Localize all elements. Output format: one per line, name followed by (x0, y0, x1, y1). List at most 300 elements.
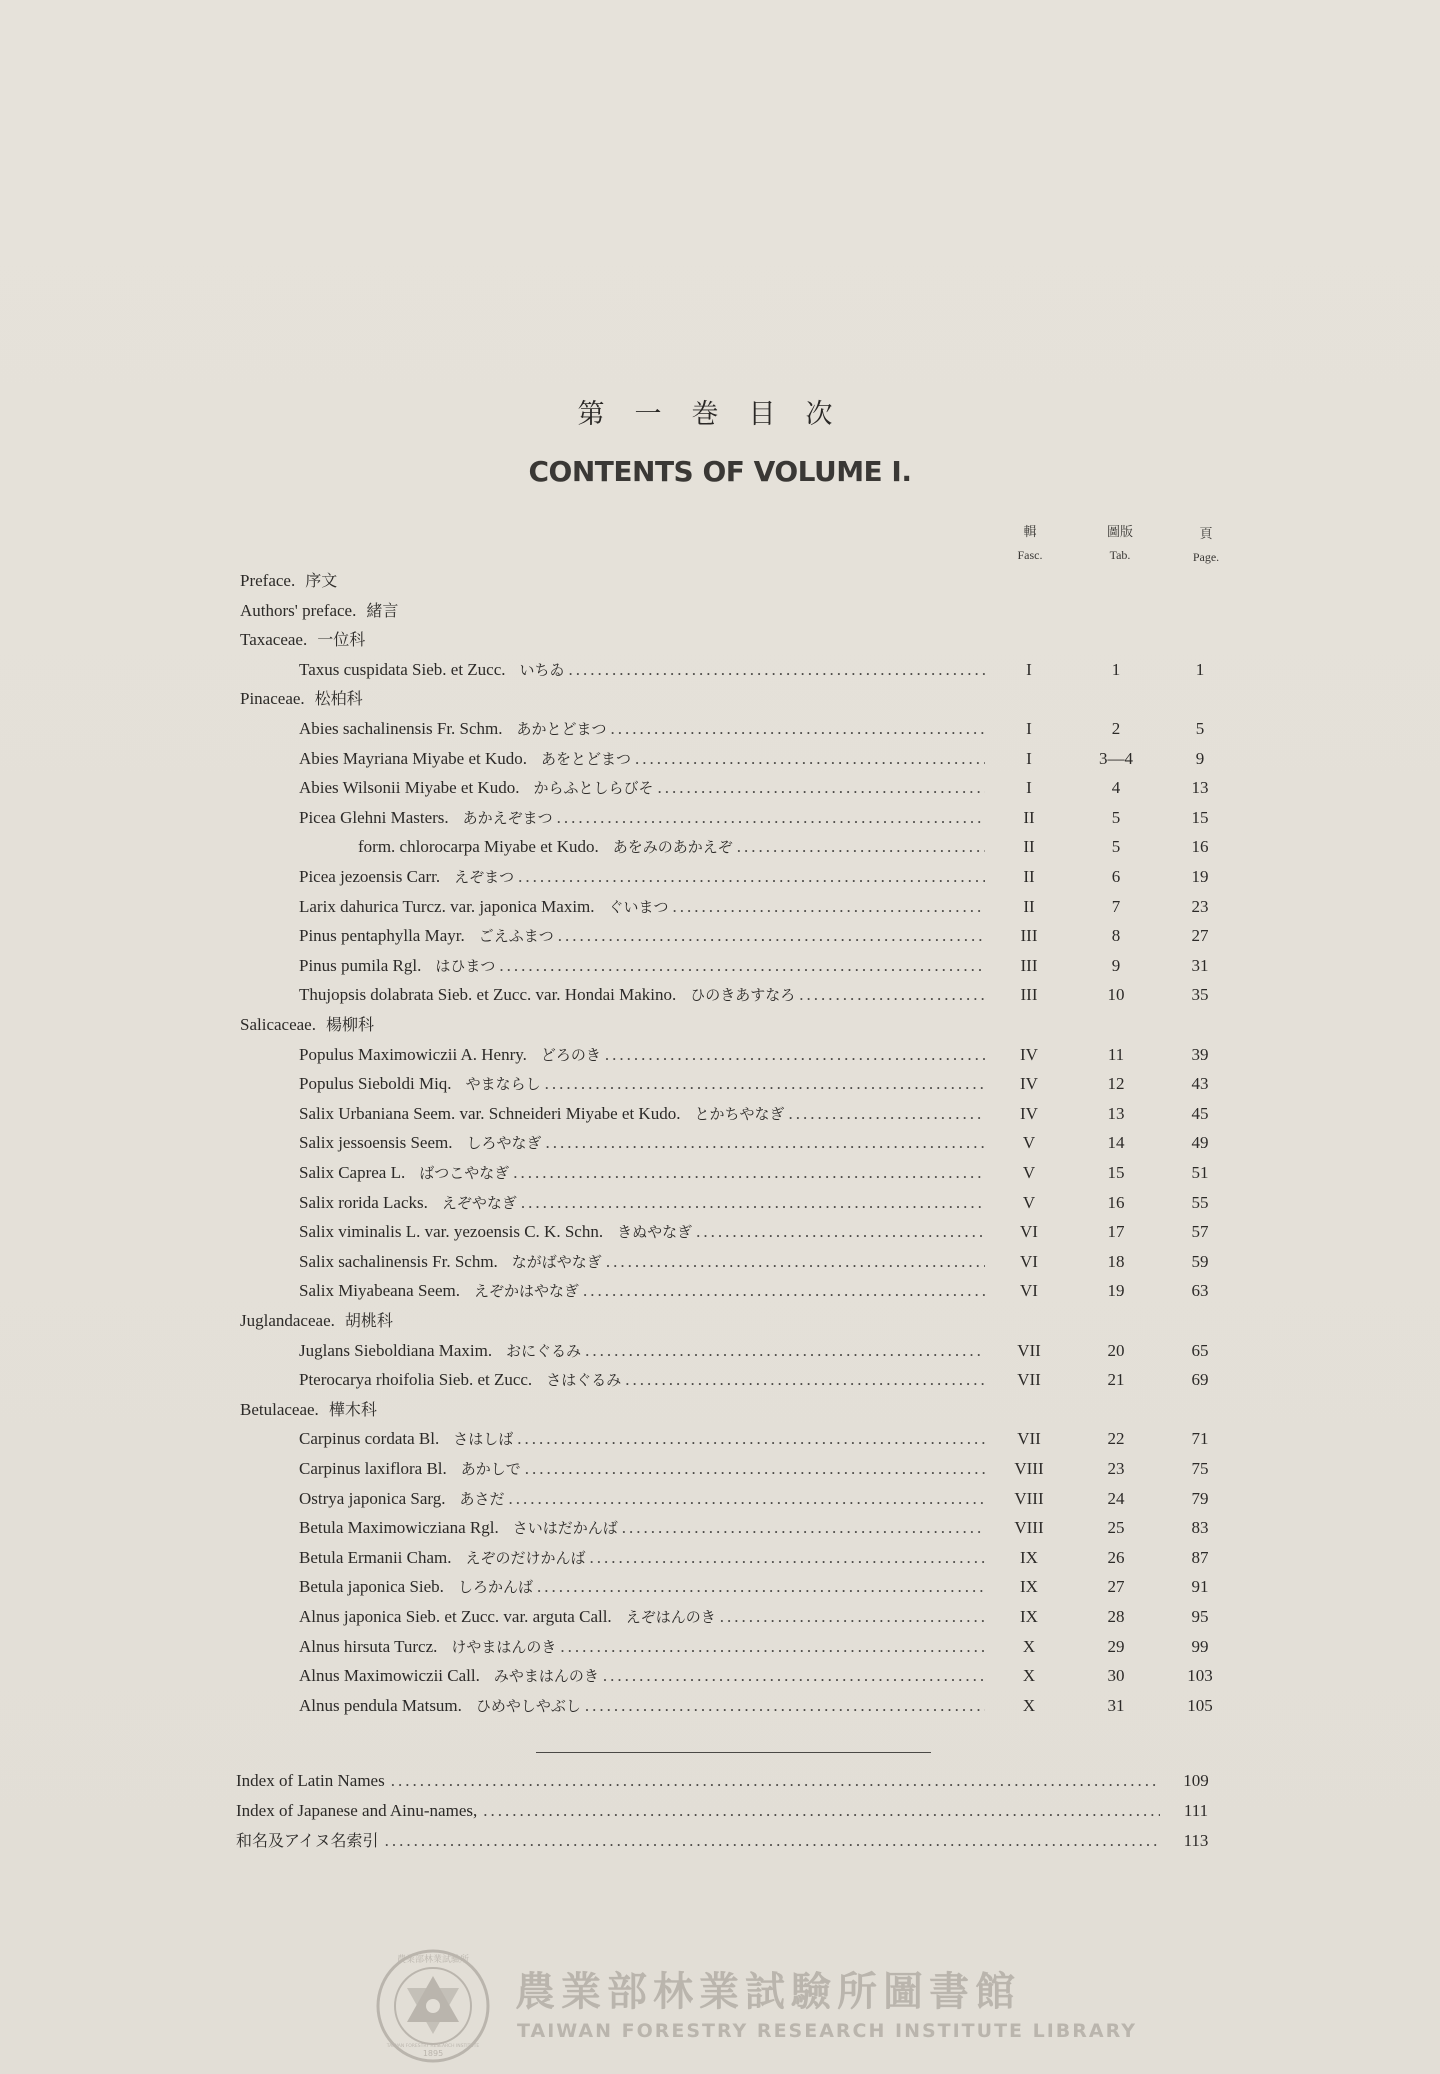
species-japanese-name: あかとどまつ (516, 720, 607, 738)
plate-number: 10 (1107, 985, 1125, 1005)
family-japanese-name: 楊柳科 (325, 1015, 374, 1034)
species-entry (299, 1365, 985, 1395)
species-latin-name: Pinus pumila Rgl. (299, 955, 422, 975)
leader-dots (605, 1040, 985, 1070)
species-japanese-name: みやまはんのき (493, 1667, 599, 1686)
toc-row (0, 1691, 1440, 1721)
leader-dots (537, 1572, 985, 1602)
leader-dots (391, 1766, 1160, 1796)
leader-dots (385, 1826, 1160, 1856)
species-entry (299, 1454, 985, 1484)
plate-number: 16 (1107, 1192, 1125, 1212)
species-japanese-name: きぬやなぎ (617, 1223, 693, 1242)
page-number: 57 (1191, 1222, 1209, 1242)
species-latin-name: Larix dahurica Turcz. var. japonica Maxim. (299, 896, 595, 916)
species-latin-name: Pterocarya rhoifolia Sieb. et Zucc. (299, 1370, 533, 1390)
page-number: 71 (1191, 1429, 1209, 1449)
species-entry (299, 1543, 985, 1573)
fasc-number: X (1022, 1695, 1036, 1715)
toc-row (0, 1040, 1440, 1070)
toc-row (0, 655, 1440, 685)
species-japanese-name: あかえぞまつ (462, 808, 553, 827)
species-japanese-name: ひのきあすなろ (690, 986, 796, 1005)
leader-dots (788, 1099, 985, 1129)
page-number: 63 (1191, 1281, 1209, 1301)
family-japanese-name: 樺木科 (328, 1399, 377, 1419)
column-header-page (1166, 524, 1246, 568)
toc-row (0, 1424, 1440, 1454)
index-label: 和名及アイヌ名索引 (236, 1831, 379, 1850)
leader-dots (513, 1158, 985, 1188)
leader-dots (499, 951, 985, 981)
toc-row (0, 1513, 1440, 1543)
plate-number: 8 (1111, 926, 1121, 946)
japanese-title: 第一巻目次 (577, 399, 863, 430)
toc-row (0, 1632, 1440, 1662)
species-entry (299, 1188, 985, 1218)
toc-row (0, 1484, 1440, 1514)
species-japanese-name: あさだ (459, 1489, 505, 1508)
leader-dots (696, 1217, 985, 1247)
page-number: 15 (1191, 807, 1209, 827)
institute-seal-icon (375, 1948, 491, 2064)
leader-dots (720, 1602, 985, 1632)
index-page-number: 113 (1183, 1831, 1209, 1850)
page-number: 83 (1191, 1518, 1209, 1538)
fasc-number: II (1023, 807, 1035, 827)
fasc-number: III (1020, 985, 1038, 1005)
species-latin-name: Alnus japonica Sieb. et Zucc. var. arguta Call. (299, 1607, 612, 1626)
toc-row (0, 1217, 1440, 1247)
family-japanese-name: 一位科 (317, 630, 366, 650)
species-entry (299, 1632, 985, 1662)
toc-row (0, 803, 1440, 833)
species-japanese-name: どろのき (540, 1045, 601, 1064)
species-latin-name: Betula Maximowicziana Rgl. (299, 1518, 499, 1538)
species-latin-name: Pinus pentaphylla Mayr. (299, 926, 465, 946)
family-heading (240, 1306, 393, 1336)
leader-dots (558, 921, 985, 951)
species-latin-name: Populus Sieboldi Miq. (299, 1074, 452, 1094)
toc-row (0, 1454, 1440, 1484)
species-japanese-name: ひめやしやぶし (475, 1696, 581, 1715)
page-number: 27 (1191, 926, 1209, 946)
fasc-number: III (1020, 955, 1038, 975)
species-entry (299, 1158, 985, 1188)
family-heading (240, 684, 363, 714)
species-latin-name: Thujopsis dolabrata Sieb. et Zucc. var. Hondai Makino. (299, 985, 677, 1005)
fasc-number: IV (1020, 1044, 1038, 1064)
fasc-number: VI (1020, 1281, 1038, 1301)
fasc-number: I (1026, 778, 1032, 798)
family-japanese-name: 胡桃科 (344, 1311, 393, 1330)
family-heading (240, 1010, 374, 1040)
page-number: 69 (1191, 1370, 1209, 1390)
seal-year: 1895 (422, 2049, 444, 2058)
seal-text: 農業部林業試驗所 (396, 1955, 470, 1965)
fasc-number: IV (1020, 1074, 1038, 1094)
species-japanese-name: ばつこやなぎ (419, 1164, 510, 1182)
plate-number: 20 (1107, 1340, 1125, 1360)
family-latin-name: Betulaceae. (240, 1399, 319, 1419)
species-latin-name: Betula japonica Sieb. (299, 1577, 444, 1597)
page-number: 9 (1195, 748, 1205, 768)
species-latin-name: Salix rorida Lacks. (299, 1192, 428, 1212)
family-latin-name: Pinaceae. (240, 689, 305, 709)
leader-dots (585, 1336, 985, 1366)
fasc-number: V (1022, 1163, 1036, 1182)
plate-number: 29 (1107, 1636, 1125, 1656)
species-japanese-name: あをみのあかえぞ (612, 838, 733, 857)
plate-number: 19 (1107, 1281, 1125, 1301)
plate-number: 5 (1111, 837, 1121, 857)
leader-dots (737, 832, 985, 862)
plate-number: 5 (1111, 807, 1121, 827)
index-page-number: 111 (1183, 1801, 1209, 1820)
page-number: 75 (1191, 1459, 1209, 1478)
fasc-number: V (1022, 1192, 1036, 1212)
column-header-fasc (990, 522, 1070, 566)
toc-row (0, 951, 1440, 981)
leader-dots (560, 1632, 985, 1662)
species-latin-name: Betula Ermanii Cham. (299, 1547, 452, 1567)
leader-dots (525, 1454, 985, 1484)
species-latin-name: Alnus hirsuta Turcz. (299, 1636, 438, 1656)
fasc-number: VII (1017, 1370, 1041, 1390)
species-entry (299, 980, 985, 1010)
leader-dots (625, 1365, 985, 1395)
plate-number: 22 (1107, 1429, 1125, 1449)
column-header-tab (1080, 522, 1160, 566)
front-matter-item (240, 566, 337, 596)
plate-number: 26 (1107, 1547, 1125, 1567)
species-latin-name: Salix Miyabeana Seem. (299, 1281, 460, 1301)
species-japanese-name: えぞかはやなぎ (474, 1282, 580, 1301)
species-japanese-name: おにぐるみ (506, 1341, 582, 1360)
plate-number: 25 (1107, 1518, 1125, 1538)
fasc-number: VIII (1014, 1518, 1044, 1538)
fasc-number: X (1022, 1636, 1036, 1656)
species-entry (299, 1484, 985, 1514)
fasc-number: I (1026, 719, 1032, 738)
leader-dots (545, 1128, 985, 1158)
plate-number: 28 (1107, 1607, 1125, 1626)
species-latin-name: Salix Caprea L. (299, 1163, 406, 1182)
page-number: 1 (1195, 659, 1205, 679)
toc-row (0, 1336, 1440, 1366)
page-number: 95 (1191, 1607, 1209, 1626)
english-title: CONTENTS OF VOLUME I. (528, 455, 912, 488)
species-latin-name: Alnus pendula Matsum. (299, 1695, 462, 1715)
plate-number: 13 (1107, 1103, 1125, 1123)
plate-number: 24 (1107, 1488, 1125, 1508)
toc-row (0, 1306, 1440, 1336)
species-entry (299, 1661, 985, 1691)
species-entry (299, 1099, 985, 1129)
species-entry (299, 1602, 985, 1632)
column-header-page-jp: 頁 (1199, 527, 1213, 542)
fasc-number: II (1023, 896, 1035, 916)
fasc-number: I (1026, 659, 1032, 679)
page-number: 105 (1187, 1695, 1213, 1715)
plate-number: 12 (1107, 1074, 1125, 1094)
index-entry (236, 1766, 1160, 1796)
leader-dots (557, 803, 985, 833)
species-japanese-name: いちゐ (519, 660, 565, 679)
species-entry (299, 862, 985, 892)
front-matter-japanese: 序文 (305, 571, 338, 590)
plate-number: 14 (1107, 1133, 1125, 1153)
column-header-page-en: Page. (1192, 550, 1220, 564)
divider-rule (536, 1752, 931, 1753)
plate-number: 27 (1107, 1577, 1125, 1597)
page-number: 49 (1191, 1133, 1209, 1153)
species-latin-name: Alnus Maximowiczii Call. (299, 1666, 480, 1686)
fasc-number: II (1023, 837, 1035, 857)
toc-row (0, 773, 1440, 803)
front-matter-item (240, 596, 398, 626)
species-entry (299, 921, 985, 951)
species-entry (299, 1513, 985, 1543)
species-latin-name: form. chlorocarpa Miyabe et Kudo. (358, 837, 599, 857)
fasc-number: VII (1017, 1340, 1041, 1360)
fasc-number: VI (1020, 1251, 1038, 1271)
column-header-fasc-jp: 輯 (1023, 525, 1037, 540)
toc-row (0, 1543, 1440, 1573)
index-entry (236, 1796, 1160, 1826)
family-latin-name: Salicaceae. (240, 1015, 316, 1034)
page-number: 5 (1195, 719, 1205, 738)
toc-row (0, 625, 1440, 655)
toc-row (0, 566, 1440, 596)
species-entry (299, 1217, 985, 1247)
page-number: 19 (1191, 867, 1209, 886)
family-latin-name: Juglandaceae. (240, 1311, 335, 1330)
fasc-number: V (1022, 1133, 1036, 1153)
species-japanese-name: えぞはんのき (625, 1608, 716, 1626)
species-japanese-name: えぞのだけかんば (465, 1548, 586, 1567)
page-number: 55 (1191, 1192, 1209, 1212)
species-latin-name: Abies Mayriana Miyabe et Kudo. (299, 748, 528, 768)
species-japanese-name: ながばやなぎ (511, 1252, 602, 1271)
leader-dots (585, 1691, 985, 1721)
fasc-number: VIII (1014, 1459, 1044, 1478)
fasc-number: III (1020, 926, 1038, 946)
plate-number: 3—4 (1099, 748, 1133, 768)
toc-row (0, 744, 1440, 774)
family-japanese-name: 松柏科 (314, 689, 363, 709)
plate-number: 9 (1111, 955, 1121, 975)
species-japanese-name: あをとどまつ (541, 749, 632, 768)
species-japanese-name: とかちやなぎ (694, 1104, 785, 1123)
species-japanese-name: はひまつ (435, 956, 496, 975)
species-entry (358, 832, 985, 862)
leader-dots (635, 744, 985, 774)
species-entry (299, 951, 985, 981)
toc-row (0, 1276, 1440, 1306)
column-header-fasc-en: Fasc. (1017, 548, 1043, 562)
fasc-number: IV (1020, 1103, 1038, 1123)
leader-dots (657, 773, 985, 803)
watermark-name: 農業部林業試驗所圖書館 (515, 1969, 1021, 2015)
species-entry (299, 773, 985, 803)
leader-dots (799, 980, 985, 1010)
column-header-tab-jp: 圖版 (1106, 525, 1133, 540)
species-entry (299, 1128, 985, 1158)
fasc-number: II (1023, 867, 1035, 886)
leader-dots (606, 1247, 985, 1277)
leader-dots (583, 1276, 985, 1306)
fasc-number: I (1026, 748, 1032, 768)
leader-dots (673, 892, 985, 922)
species-japanese-name: えぞまつ (454, 868, 515, 886)
species-latin-name: Carpinus cordata Bl. (299, 1429, 440, 1449)
species-entry (299, 892, 985, 922)
plate-number: 17 (1107, 1222, 1125, 1242)
page-number: 65 (1191, 1340, 1209, 1360)
species-japanese-name: あかしで (460, 1460, 521, 1478)
page-number: 39 (1191, 1044, 1209, 1064)
page-number: 35 (1191, 985, 1209, 1005)
species-latin-name: Salix sachalinensis Fr. Schm. (299, 1251, 498, 1271)
index-label: Index of Latin Names (236, 1771, 385, 1790)
seal-english: TAIWAN FORESTRY RESEARCH INSTITUTE (386, 2044, 480, 2049)
species-latin-name: Carpinus laxiflora Bl. (299, 1459, 447, 1478)
leader-dots (545, 1069, 985, 1099)
page-number: 51 (1191, 1163, 1209, 1182)
toc-row (0, 1069, 1440, 1099)
family-heading (240, 1395, 377, 1425)
page-number: 91 (1191, 1577, 1209, 1597)
toc-row (0, 1099, 1440, 1129)
page-number: 23 (1191, 896, 1209, 916)
family-latin-name: Taxaceae. (240, 630, 308, 650)
toc-row (0, 1188, 1440, 1218)
plate-number: 7 (1111, 896, 1121, 916)
plate-number: 31 (1107, 1695, 1125, 1715)
plate-number: 11 (1107, 1044, 1125, 1064)
species-latin-name: Juglans Sieboldiana Maxim. (299, 1340, 493, 1360)
species-entry (299, 1424, 985, 1454)
species-japanese-name: ごえふまつ (478, 927, 554, 946)
page-number: 45 (1191, 1103, 1209, 1123)
toc-row (0, 1128, 1440, 1158)
family-heading (240, 625, 365, 655)
species-japanese-name: しろかんば (457, 1578, 533, 1597)
leader-dots (509, 1484, 985, 1514)
species-latin-name: Picea Glehni Masters. (299, 807, 449, 827)
fasc-number: VIII (1014, 1488, 1044, 1508)
species-entry (299, 1276, 985, 1306)
species-japanese-name: えぞやなぎ (441, 1193, 517, 1212)
toc-row (0, 832, 1440, 862)
plate-number: 30 (1107, 1666, 1125, 1686)
species-entry (299, 1040, 985, 1070)
species-entry (299, 1247, 985, 1277)
species-entry (299, 1691, 985, 1721)
species-latin-name: Populus Maximowiczii A. Henry. (299, 1044, 527, 1064)
front-matter-latin: Authors' preface. (240, 600, 357, 620)
toc-row (0, 1158, 1440, 1188)
plate-number: 2 (1111, 719, 1121, 738)
page-number: 59 (1191, 1251, 1209, 1271)
toc-row (0, 1661, 1440, 1691)
leader-dots (590, 1543, 985, 1573)
page-number: 99 (1191, 1636, 1209, 1656)
leader-dots (569, 655, 985, 685)
fasc-number: IX (1020, 1607, 1038, 1626)
species-japanese-name: ぐいまつ (608, 897, 669, 916)
species-japanese-name: やまならし (465, 1075, 541, 1094)
toc-row (0, 1365, 1440, 1395)
index-page-number: 109 (1183, 1771, 1209, 1790)
plate-number: 18 (1107, 1251, 1125, 1271)
plate-number: 15 (1107, 1163, 1125, 1182)
species-entry (299, 744, 985, 774)
toc-row (0, 1247, 1440, 1277)
page-number: 43 (1191, 1074, 1209, 1094)
leader-dots (518, 862, 985, 892)
species-japanese-name: からふとしらびそ (533, 779, 654, 798)
front-matter-japanese: 緒言 (366, 600, 399, 620)
leader-dots (622, 1513, 985, 1543)
species-entry (299, 1069, 985, 1099)
species-latin-name: Salix Urbaniana Seem. var. Schneideri Miyabe et Kudo. (299, 1103, 681, 1123)
species-japanese-name: しろやなぎ (466, 1134, 542, 1153)
library-watermark (375, 1940, 1137, 2070)
leader-dots (611, 714, 985, 744)
page-number: 103 (1187, 1666, 1213, 1686)
toc-row (0, 921, 1440, 951)
leader-dots (521, 1188, 985, 1218)
leader-dots (483, 1796, 1160, 1826)
fasc-number: X (1022, 1666, 1036, 1686)
plate-number: 21 (1107, 1370, 1125, 1390)
species-entry (299, 1572, 985, 1602)
species-latin-name: Abies Wilsonii Miyabe et Kudo. (299, 778, 520, 798)
species-entry (299, 714, 985, 744)
fasc-number: VII (1017, 1429, 1041, 1449)
fasc-number: VI (1020, 1222, 1038, 1242)
toc-row (0, 596, 1440, 626)
plate-number: 1 (1111, 659, 1121, 679)
toc-row (0, 1602, 1440, 1632)
page-number: 13 (1191, 778, 1209, 798)
page-number: 79 (1191, 1488, 1209, 1508)
toc-row (0, 714, 1440, 744)
fasc-number: IX (1020, 1547, 1038, 1567)
toc-row (0, 1395, 1440, 1425)
species-japanese-name: さはぐるみ (546, 1371, 622, 1390)
plate-number: 23 (1107, 1459, 1125, 1478)
fasc-number: IX (1020, 1577, 1038, 1597)
species-latin-name: Salix viminalis L. var. yezoensis C. K. Schn. (299, 1222, 604, 1242)
toc-row (0, 892, 1440, 922)
watermark-subtitle: TAIWAN FORESTRY RESEARCH INSTITUTE LIBRARY (517, 2020, 1137, 2042)
front-matter-latin: Preface. (240, 571, 296, 590)
page-number: 31 (1191, 955, 1209, 975)
leader-dots (603, 1661, 985, 1691)
plate-number: 4 (1111, 778, 1121, 798)
species-entry (299, 803, 985, 833)
index-entry (236, 1826, 1160, 1856)
species-japanese-name: けやまはんのき (451, 1637, 557, 1656)
toc-row (0, 1010, 1440, 1040)
toc-row (0, 980, 1440, 1010)
species-latin-name: Picea jezoensis Carr. (299, 867, 441, 886)
leader-dots (517, 1424, 985, 1454)
species-latin-name: Abies sachalinensis Fr. Schm. (299, 719, 503, 738)
